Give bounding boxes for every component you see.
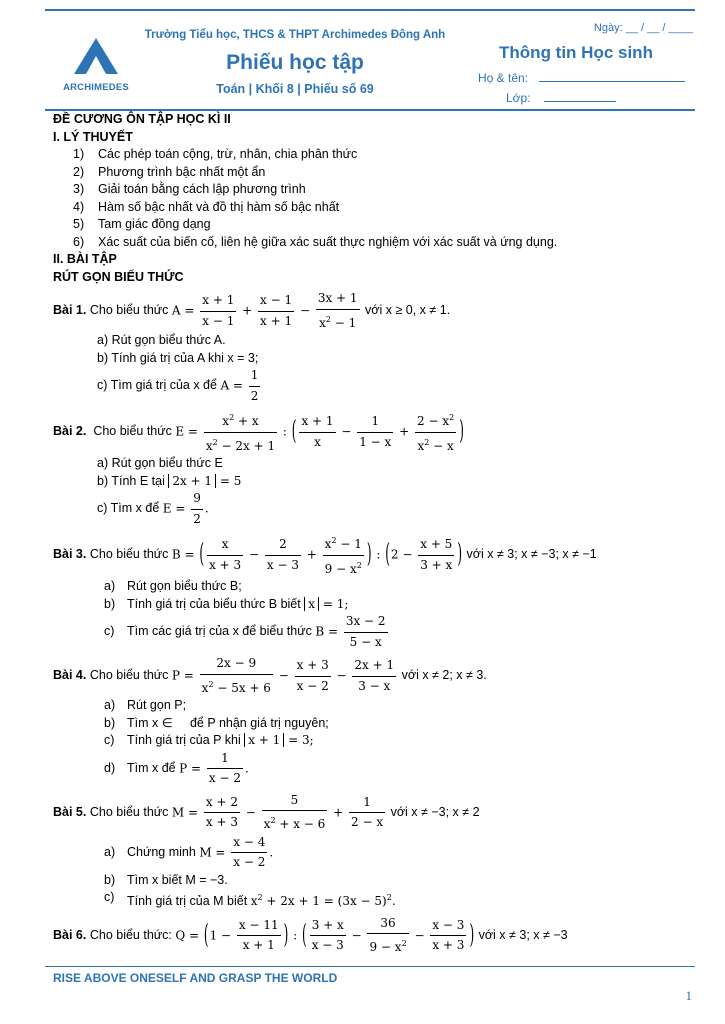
school-logo: [60, 38, 132, 98]
exercise-2a: a) Rút gọn biểu thức E: [97, 456, 223, 470]
exercise-3-statement: Bài 3. Cho biểu thức B = ( $\frac{x}{x + 3}$ − $\frac{2}{x - 3}$ + $\frac{x^2 - 1}{9 - x^2}$ ) : (2 − $\frac{x + 5}{3 + x}$ ) với x ≠ 3; x ≠ −3; x ≠ −1: [53, 532, 693, 578]
exercise-2c: c) Tìm x để E = $\frac{9}{2}$ .: [97, 491, 209, 526]
student-info-title: Thông tin Học sinh: [499, 43, 653, 62]
sheet-subtitle: Toán | Khối 8 | Phiếu số 69: [216, 82, 374, 96]
exercise-heading: II. BÀI TẬP: [53, 252, 117, 266]
doc-title: ĐỀ CƯƠNG ÔN TẬP HỌC KÌ II: [53, 112, 231, 126]
worksheet-body: [53, 111, 693, 957]
header-top-rule: [45, 9, 695, 11]
exercise-6-statement: Bài 6. Cho biểu thức: Q = (1 − $\frac{x - 11}{x + 1}$ ) : ( $\frac{3 + x}{x - 3}$ − $\frac{36}{9 - x^2}$ − $\frac{x - 3}{x + 3}$ ) với x ≠ 3; x ≠ −3: [53, 915, 693, 957]
footer-rule: [45, 966, 695, 967]
class-label: Lớp:: [506, 91, 531, 105]
class-row: [506, 90, 616, 105]
exercise-5-statement: Bài 5. Cho biểu thức M = $\frac{x + 2}{x + 3}$ − $\frac{5}{x^2 + x - 6}$ + $\frac{1}{2 - x}$ với x ≠ −3; x ≠ 2: [53, 792, 693, 834]
name-label: Họ & tên:: [478, 71, 529, 85]
list-item: 3) Giải toán bằng cách lập phương trình: [73, 182, 306, 196]
exercise-4: [53, 655, 693, 788]
footer-slogan: RISE ABOVE ONESELF AND GRASP THE WORLD: [53, 971, 338, 985]
exercise-1b: b) Tính giá trị của A khi x = 3;: [97, 350, 259, 365]
exercise-2: [53, 409, 693, 528]
list-item: 2) Phương trình bậc nhất một ẩn: [73, 164, 266, 179]
exercise-3b: b) Tính giá trị của biểu thức B biết x = 1;: [104, 596, 349, 611]
exercise-1a: a) Rút gọn biểu thức A.: [97, 333, 226, 347]
exercise-3c: c) Tìm các giá trị của x để biểu thức B = $\frac{3x - 2}{5 - x}$: [104, 614, 386, 649]
date-field: Ngày: __ / __ / ____: [593, 22, 693, 34]
name-field[interactable]: [539, 70, 685, 82]
exercise-4c: c) Tính giá trị của P khi x + 1 = 3;: [104, 733, 314, 747]
exercise-5a: a) Chứng minh M = $\frac{x - 4}{x - 2}$ .: [104, 834, 274, 869]
page-number: 1: [685, 988, 692, 1003]
school-name: Trường Tiểu học, THCS & THPT Archimedes Đông Anh: [144, 29, 446, 41]
exercise-4a: a) Rút gọn P;: [104, 698, 187, 712]
exercise-2b: b) Tính E tại 2x + 1 = 5: [97, 473, 242, 488]
exercise-4-statement: Bài 4. Cho biểu thức P = $\frac{2x - 9}{x^2 - 5x + 6}$ − $\frac{x + 3}{x - 2}$ − $\frac{2x + 1}{3 - x}$ với x ≠ 2; x ≠ 3.: [53, 655, 693, 697]
formula-m: M = $\frac{x + 2}{x + 3}$ − $\frac{5}{x^2 + x - 6}$ + $\frac{1}{2 - x}$: [171, 792, 384, 831]
formula-q: Q = (1 − $\frac{x - 11}{x + 1}$ ) : ( $\frac{3 + x}{x - 3}$ − $\frac{36}{9 - x^2}$ − $\frac{x - 3}{x + 3}$ ): [175, 915, 475, 954]
section-heading: RÚT GỌN BIỂU THỨC: [53, 269, 184, 284]
exercise-5c: c) Tính giá trị của M biết $x^2 + 2x + 1 = (3x - 5)^2$.: [104, 890, 396, 908]
exercise-3a: a) Rút gọn biểu thức B;: [104, 579, 242, 593]
theory-list: [53, 146, 693, 251]
exercise-6: [53, 915, 693, 957]
logo-text: ARCHIMEDES: [63, 82, 129, 93]
exercise-2-statement: Bài 2. Cho biểu thức E = $\frac{x^2 + x}{x^2 - 2x + 1}$ : ( $\frac{x + 1}{x}$ − $\frac{1}{1 - x}$ + $\frac{2 - x^2}{x^2 - x}$ ): [53, 409, 693, 455]
exercise-4d: d) Tìm x để P = $\frac{1}{x - 2}$ .: [104, 750, 249, 785]
class-field[interactable]: [544, 90, 616, 102]
exercise-1: [53, 290, 693, 405]
theory-heading: I. LÝ THUYẾT: [53, 129, 133, 144]
exercise-1c: c) Tìm giá trị của x để A = $\frac{1}{2}$: [97, 368, 259, 403]
sheet-title: Phiếu học tập: [226, 51, 364, 74]
exercise-5: [53, 792, 693, 911]
list-item: 5) Tam giác đồng dạng: [73, 217, 211, 231]
list-item: 4) Hàm số bậc nhất và đồ thị hàm số bậc nhất: [73, 199, 340, 214]
formula-b: B = ( $\frac{x}{x + 3}$ − $\frac{2}{x - 3}$ + $\frac{x^2 - 1}{9 - x^2}$ ) : (2 − $\frac{x + 5}{3 + x}$ ): [172, 532, 463, 578]
formula-a: A = $\frac{x + 1}{x - 1}$ + $\frac{x - 1}{x + 1}$ − $\frac{3x + 1}{x^2 - 1}$: [171, 291, 358, 330]
formula-p: P = $\frac{2x - 9}{x^2 - 5x + 6}$ − $\frac{x + 3}{x - 2}$ − $\frac{2x + 1}{3 - x}$: [171, 656, 395, 695]
list-item: 6) Xác suất của biến cố, liên hệ giữa xác suất thực nghiệm với xác suất và ứng dụng.: [73, 234, 558, 249]
formula-e: E = $\frac{x^2 + x}{x^2 - 2x + 1}$ : ( $\frac{x + 1}{x}$ − $\frac{1}{1 - x}$ + $\frac{2 - x^2}{x^2 - x}$ ): [175, 409, 465, 455]
archimedes-logo-icon: [74, 38, 118, 76]
exercise-3: [53, 532, 693, 651]
exercise-1-statement: Bài 1. Cho biểu thức A = $\frac{x + 1}{x - 1}$ + $\frac{x - 1}{x + 1}$ − $\frac{3x + 1}{x^2 - 1}$ với x ≥ 0, x ≠ 1.: [53, 290, 693, 332]
list-item: 1) Các phép toán cộng, trừ, nhân, chia phân thức: [73, 147, 358, 161]
name-row: [478, 70, 685, 85]
exercise-4b: b) Tìm x ∈ để P nhận giá trị nguyên;: [104, 715, 329, 730]
exercise-5b: b) Tìm x biết M = −3.: [104, 872, 228, 887]
